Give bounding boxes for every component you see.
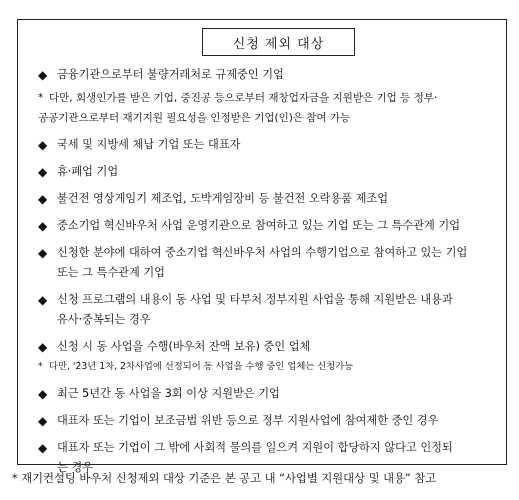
diamond-bullet-icon: ◆ [38, 387, 48, 401]
footer-text: 재기컨설팅 바우처 신청제외 대상 기준은 본 공고 내 “사업별 지원대상 및 내용” 참고 [21, 472, 437, 485]
exclusion-item [38, 337, 518, 357]
footnote-asterisk: * [38, 92, 44, 104]
item-text-line: 불건전 영상게임기 제조업, 도박게임장비 등 불건전 오락용품 제조업 [57, 192, 389, 205]
diamond-bullet-icon: ◆ [38, 219, 48, 233]
diamond-bullet-icon: ◆ [38, 68, 48, 82]
item-footnote-line [38, 88, 518, 108]
footnote-text: 공공기관으로부터 재기지원 필요성을 인정받은 기업(인)은 참여 가능 [38, 112, 351, 124]
item-text-line: 대표자 또는 기업이 보조금법 위반 등으로 정부 지원사업에 참여제한 중인 경우 [57, 414, 439, 427]
diamond-bullet-icon: ◆ [38, 441, 48, 455]
diamond-bullet-icon: ◆ [38, 165, 48, 179]
diamond-bullet-icon: ◆ [38, 192, 48, 206]
item-text-line: 금융기관으로부터 불량거래처로 규제중인 기업 [57, 68, 284, 81]
exclusion-item [38, 189, 518, 209]
item-text-line: 또는 그 특수관계 기업 [57, 266, 165, 279]
item-text-line: 휴·폐업 기업 [57, 165, 119, 178]
panel-title: 신청 제외 대상 [202, 28, 355, 56]
exclusion-item [38, 411, 518, 431]
item-footnote-line [38, 108, 518, 128]
diamond-bullet-icon: ◆ [38, 414, 48, 428]
exclusion-item [38, 65, 518, 85]
diamond-bullet-icon: ◆ [38, 340, 48, 354]
item-text-line: 대표자 또는 기업이 그 밖에 사회적 물의를 일으켜 지원이 합당하지 않다고 인정되 [57, 441, 453, 454]
item-text-line: 신청 프로그램의 내용이 동 사업 및 타부처 정부지원 사업을 통해 지원받은 내용과 [57, 293, 453, 306]
exclusion-item [38, 290, 518, 330]
footnote-text: 다만, '23년 1차, 2차사업에 선정되어 동 사업을 수행 중인 업체는 신청가능 [49, 361, 354, 372]
item-text-line: 국세 및 지방세 체납 기업 또는 대표자 [57, 138, 241, 151]
item-text-line: 신청 시 동 사업을 수행(바우처 잔액 보유) 중인 업체 [57, 340, 311, 353]
item-text-line: 신청한 분야에 대하여 중소기업 혁신바우처 사업의 수행기업으로 참여하고 있는 기업 [57, 246, 468, 259]
item-text-line: 중소기업 혁신바우처 사업 운영기관으로 참여하고 있는 기업 또는 그 특수관계 기업 [57, 219, 461, 232]
diamond-bullet-icon: ◆ [38, 138, 48, 152]
exclusion-panel [17, 19, 507, 474]
exclusion-item [38, 384, 518, 404]
footnote-asterisk: * [38, 361, 43, 372]
diamond-bullet-icon: ◆ [38, 246, 48, 260]
exclusion-item [38, 162, 518, 182]
exclusion-item [38, 135, 518, 155]
item-text-line: 유사·중복되는 경우 [57, 313, 151, 326]
item-text-line: 최근 5년간 동 사업을 3회 이상 지원받은 기업 [57, 387, 280, 400]
item-text-line: 는 경우 [57, 461, 93, 474]
footnote-text: 다만, 회생인가를 받은 기업, 중진공 등으로부터 재창업자금을 지원받은 기업 등 정부· [49, 92, 438, 104]
footer-asterisk: * [12, 472, 18, 485]
footer-note [12, 470, 517, 488]
item-footnote-line [38, 357, 518, 377]
exclusion-list [38, 65, 518, 485]
exclusion-item [38, 216, 518, 236]
exclusion-item [38, 243, 518, 283]
diamond-bullet-icon: ◆ [38, 293, 48, 307]
